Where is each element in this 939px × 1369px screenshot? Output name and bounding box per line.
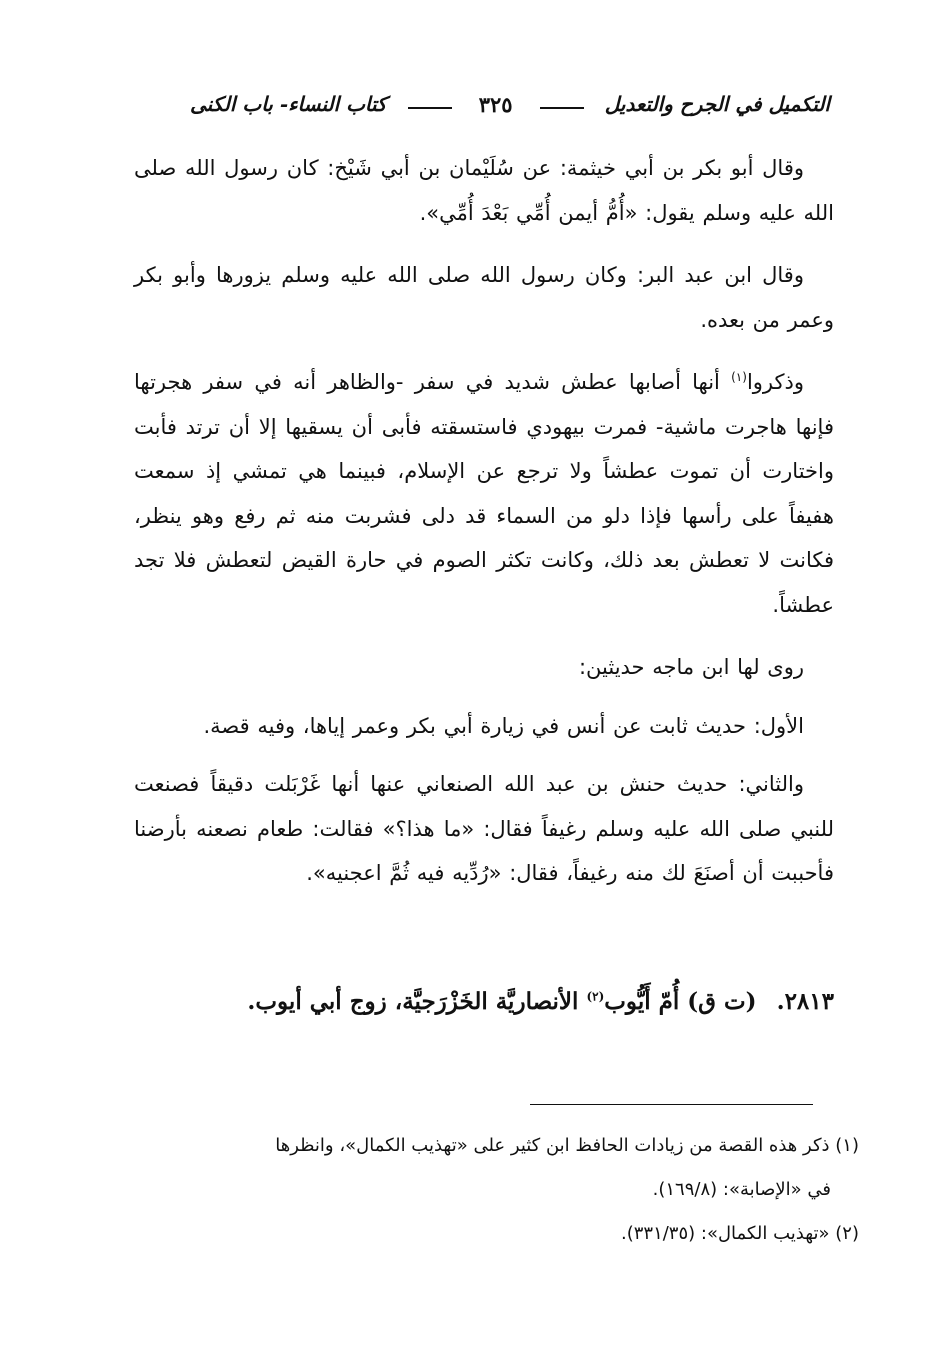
- footnote-text: «تهذيب الكمال»: (٣٣١/٣٥).: [620, 1223, 830, 1244]
- footnote-ref: (١): [731, 370, 747, 384]
- footnote-text: في «الإصابة»: (١٦٩/٨).: [652, 1179, 831, 1200]
- main-text: [134, 146, 834, 906]
- header-separator: [408, 107, 452, 109]
- footnote-continuation: [134, 1168, 859, 1212]
- header-section-title: كتاب النساء- باب الكنى: [190, 92, 387, 116]
- footnote: [134, 1212, 859, 1256]
- entry-sigla: (ت ق): [687, 988, 757, 1015]
- footnote-marker: (٢): [835, 1223, 859, 1244]
- entry-number: ٢٨١٣.: [776, 988, 834, 1015]
- paragraph: والثاني: حديث حنش بن عبد الله الصنعاني عنها أنها غَرْبَلت دقيقاً فصنعت للنبي صلى الله عليه وسلم رغيفاً فقال: «ما هذا؟» فقالت: طعام نصعنه بأرضنا فأحببت أن أصنَعَ لك منه رغيفاً، فقال: «رُدِّيه فيه ثُمَّ اعجنيه».: [134, 772, 834, 885]
- paragraph: الأول: حديث ثابت عن أنس في زيارة أبي بكر وعمر إياها، وفيه قصة.: [203, 713, 804, 738]
- paragraph: روى لها ابن ماجه حديثين:: [578, 655, 804, 679]
- footnote: [134, 1124, 859, 1168]
- paragraph: وقال أبو بكر بن أبي خيثمة: عن سُلَيْمان بن أبي شَيْخ: كان رسول الله صلى الله عليه وسلم يقول: «أُمُّ أيمن أُمِّي بَعْدَ أُمِّي».: [134, 156, 834, 225]
- header-book-title: التكميل في الجرح والتعديل: [604, 92, 830, 116]
- footnote-marker: (١): [835, 1135, 859, 1156]
- entry-description: الأنصاريَّة الخَزْرَجيَّة، زوج أبي أيوب.: [247, 988, 579, 1015]
- paragraph-body: أنها أصابها عطش شديد في سفر -والظاهر أنه في سفر هجرتها فإنها هاجرت ماشية- فمرت بيهودي فاستسقته فأبى أن يسقيها إلا أن ترتد فأبت واختارت أن تموت عطشاً ولا ترجع عن الإسلام، فبينما هي تمشي إذ سمعت هفيفاً على رأسها فإذا دلو من السماء قد دلى فشربت منه ثم رفع وهو ينظر، فكانت لا تعطش بعد ذلك، وكانت تكثر الصوم في حارة القيض لتعطش فلا تجد عطشاً.: [134, 370, 834, 617]
- footnote-divider: [530, 1104, 813, 1105]
- page-number: ٣٢٥: [478, 91, 513, 117]
- footnote-text: ذكر هذه القصة من زيادات الحافظ ابن كثير على «تهذيب الكمال»، وانظرها: [275, 1135, 830, 1156]
- running-header: [190, 82, 830, 126]
- paragraph: وقال ابن عبد البر: وكان رسول الله صلى الله عليه وسلم يزورها وأبو بكر وعمر من بعده.: [134, 263, 834, 332]
- footnote-ref: (٢): [586, 989, 605, 1004]
- biography-entry-heading: [134, 980, 834, 1024]
- entry-name: أُمّ أَيُّوب: [604, 988, 680, 1015]
- paragraph: [134, 360, 834, 627]
- paragraph-lead: وذكروا: [746, 370, 804, 394]
- header-separator: [540, 107, 584, 109]
- footnotes: [134, 1124, 859, 1256]
